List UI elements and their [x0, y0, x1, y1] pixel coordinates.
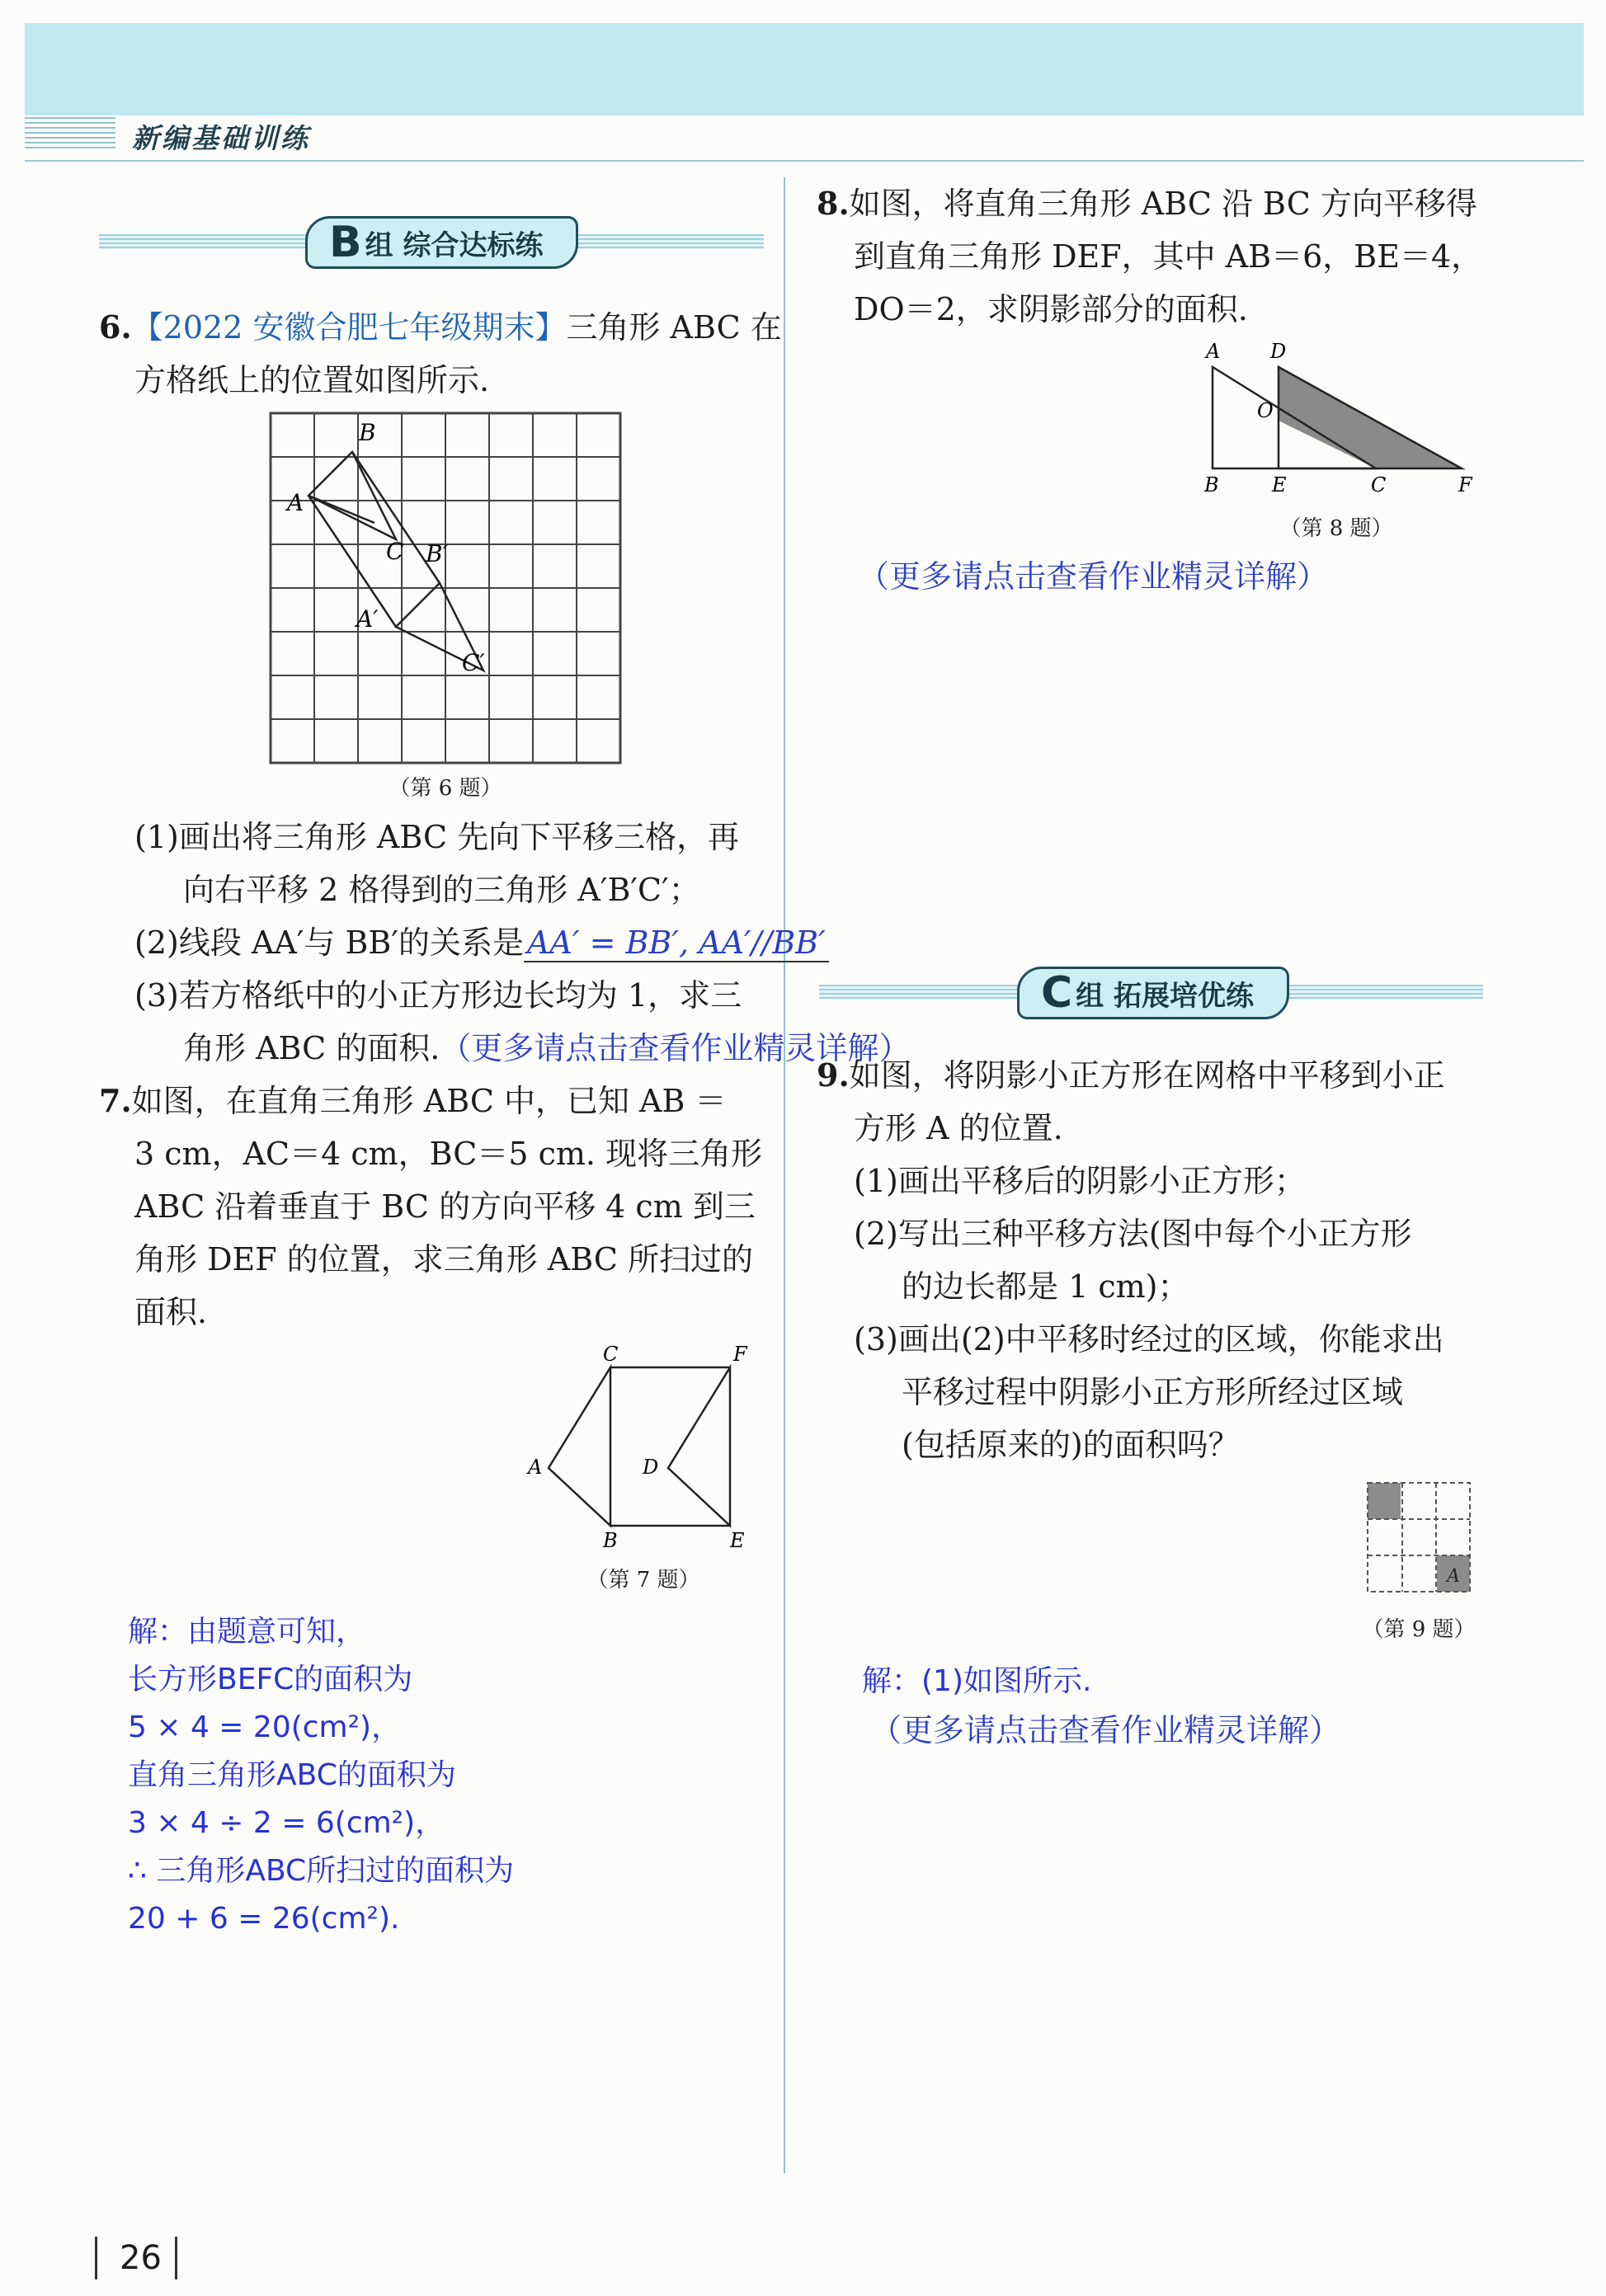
banner-group-c	[819, 967, 1483, 1016]
solution-7-line: 3 × 4 ÷ 2 = 6(cm²)，	[128, 1806, 445, 1840]
svg-text:D: D	[643, 1456, 659, 1479]
solution-7-line: 直角三角形ABC的面积为	[128, 1758, 456, 1792]
triangle-def-7	[668, 1367, 730, 1526]
svg-text:C: C	[1371, 473, 1387, 496]
solution-7-line: 解：由题意可知，	[128, 1615, 366, 1649]
solution-7	[128, 1608, 514, 1943]
question-8-line-3: DO＝2，求阴影部分的面积.	[854, 291, 1248, 327]
question-7-line-3: ABC 沿着垂直于 BC 的方向平移 4 cm 到三	[134, 1188, 756, 1225]
figure-9-grid	[1361, 1476, 1476, 1600]
question-6-part-1b: 向右平移 2 格得到的三角形 A′B′C′；	[183, 872, 700, 908]
triangle-abc-7	[549, 1367, 610, 1526]
solution-7-line: 20 + 6 = 26(cm²).	[128, 1902, 400, 1936]
svg-text:B: B	[603, 1529, 618, 1550]
question-8-line-1: 8.如图，将直角三角形 ABC 沿 BC 方向平移得	[817, 185, 1477, 222]
svg-text:C: C	[603, 1343, 619, 1366]
page-number-bar-right	[175, 2237, 177, 2280]
svg-text:E: E	[1272, 473, 1287, 496]
link-9-details[interactable]: （更多请点击查看作业精灵详解）	[870, 1712, 1341, 1748]
figure-8	[1188, 338, 1485, 503]
svg-text:A: A	[1206, 340, 1221, 363]
question-9-part-2b: 的边长都是 1 cm)；	[902, 1268, 1189, 1305]
question-9-part-3a: (3)画出(2)中平移时经过的区域，你能求出	[854, 1321, 1444, 1357]
label-square-a: A	[1447, 1566, 1460, 1587]
figure-7	[507, 1336, 763, 1550]
label-b: B	[359, 419, 376, 446]
svg-text:B: B	[1204, 473, 1219, 496]
triangle-abc	[308, 452, 396, 539]
header-band	[25, 23, 1584, 115]
question-6-part-1a: (1)画出将三角形 ABC 先向下平移三格，再	[134, 819, 740, 855]
label-a: A	[287, 489, 304, 516]
svg-text:D: D	[1270, 340, 1287, 363]
question-9-part-3b: 平移过程中阴影小正方形所经过区域	[902, 1374, 1404, 1410]
svg-text:F: F	[1458, 473, 1472, 496]
solution-7-line: 5 × 4 = 20(cm²)，	[128, 1710, 402, 1744]
question-6-stem-2: 方格纸上的位置如图所示.	[134, 362, 490, 398]
label-b-prime: B′	[426, 540, 448, 567]
solution-7-line: 长方形BEFC的面积为	[128, 1663, 413, 1696]
question-9-part-1: (1)画出平移后的阴影小正方形；	[854, 1163, 1306, 1199]
svg-text:A: A	[528, 1456, 543, 1479]
question-9-line-2: 方形 A 的位置.	[854, 1110, 1063, 1146]
label-c: C	[386, 538, 404, 565]
question-6-part-3a: (3)若方格纸中的小正方形边长均为 1，求三	[134, 977, 742, 1014]
question-7-line-4: 角形 DEF 的位置，求三角形 ABC 所扫过的	[134, 1241, 754, 1277]
question-6-source: 【2022 安徽合肥七年级期末】	[131, 309, 567, 346]
question-8-line-2: 到直角三角形 DEF，其中 AB＝6，BE＝4，	[854, 238, 1483, 275]
banner-group-c-label: C 组 拓展培优练	[1017, 967, 1289, 1019]
label-a-prime: A′	[356, 605, 379, 633]
caption-7: （第 7 题）	[586, 1568, 700, 1593]
question-7-line-2: 3 cm，AC＝4 cm，BC＝5 cm. 现将三角形	[134, 1136, 763, 1172]
caption-6: （第 6 题）	[389, 776, 502, 801]
question-6-part-2: (2)线段 AA′与 BB′的关系是 AA′ = BB′, AA′//BB′	[134, 916, 829, 969]
page-number-bar-left	[95, 2237, 97, 2280]
link-6-details[interactable]: （更多请点击查看作业精灵详解）	[440, 1030, 911, 1066]
answer-6-2: AA′ = BB′, AA′//BB′	[524, 925, 829, 962]
solution-7-line: ∴ 三角形ABC所扫过的面积为	[128, 1854, 515, 1888]
banner-group-b	[99, 216, 764, 266]
svg-text:F: F	[733, 1343, 747, 1366]
link-8-details[interactable]: （更多请点击查看作业精灵详解）	[858, 558, 1329, 595]
column-divider	[784, 177, 785, 2173]
header-rule	[25, 160, 1584, 162]
caption-9: （第 9 题）	[1362, 1617, 1476, 1642]
question-7-line-5: 面积.	[134, 1294, 208, 1330]
banner-group-b-label: B 组 综合达标练	[305, 216, 578, 269]
question-9-part-2a: (2)写出三种平移方法(图中每个小正方形	[854, 1216, 1412, 1252]
svg-text:E: E	[730, 1529, 745, 1550]
svg-text:O: O	[1257, 399, 1274, 422]
question-6-stem: 6.【2022 安徽合肥七年级期末】三角形 ABC 在	[99, 308, 782, 346]
caption-8: （第 8 题）	[1279, 516, 1393, 541]
header-title: 新编基础训练	[132, 122, 310, 154]
question-9-line-1: 9.如图，将阴影小正方形在网格中平移到小正	[817, 1056, 1445, 1094]
question-7-line-1: 7.如图，在直角三角形 ABC 中，已知 AB ＝	[99, 1082, 727, 1119]
header-decoration	[25, 117, 115, 150]
page-number: 26	[120, 2239, 162, 2277]
label-c-prime: C′	[462, 649, 485, 676]
figure-6-grid	[264, 408, 627, 771]
question-9-part-3c: (包括原来的)的面积吗？	[902, 1427, 1240, 1463]
question-6-part-3b: 角形 ABC 的面积.（更多请点击查看作业精灵详解）	[183, 1030, 911, 1066]
solution-9: 解：(1)如图所示.	[862, 1664, 1092, 1698]
